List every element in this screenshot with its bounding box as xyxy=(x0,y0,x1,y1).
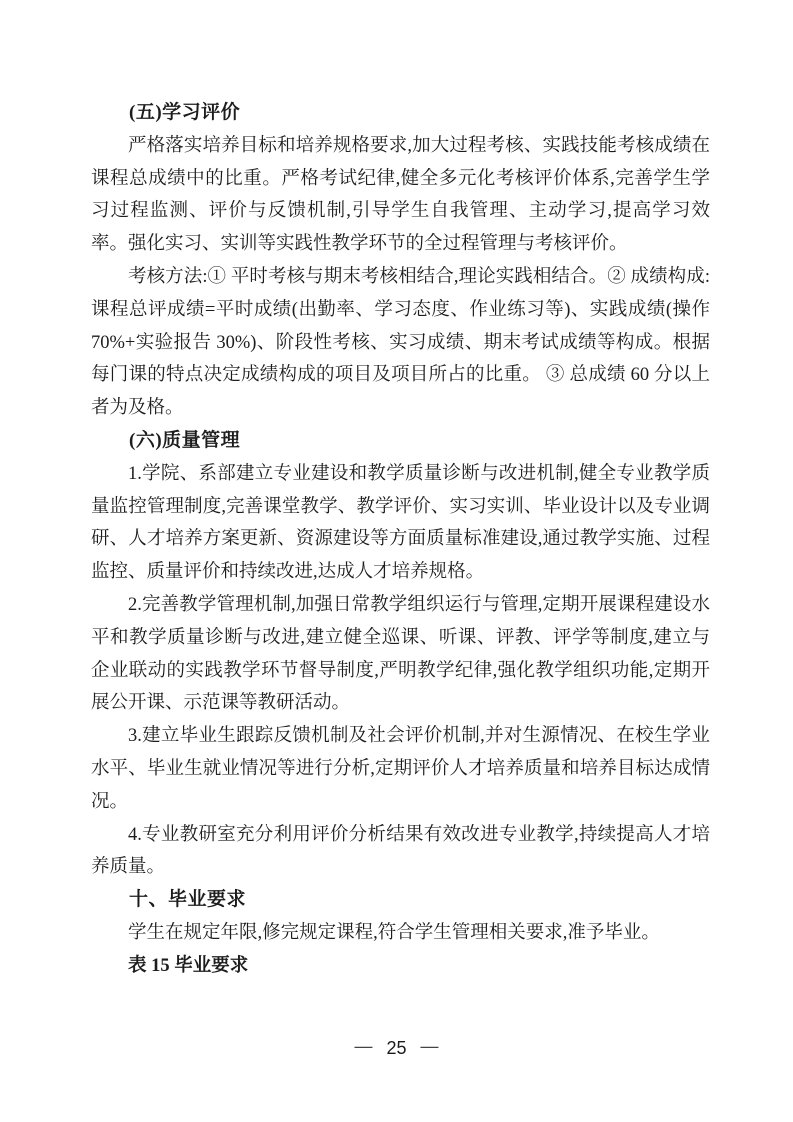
section-6-paragraph-2: 2.完善教学管理机制,加强日常教学组织运行与管理,定期开展课程建设水平和教学质量诊断与改进,建立健全巡课、听课、评教、评学等制度,建立与企业联动的实践教学环节督导制度,严明教学纪律,强化教学组织功能,定期开展公开课、示范课等教研活动。 xyxy=(91,594,710,714)
footer-dash-right: — xyxy=(420,1036,439,1056)
section-10-heading: 十、毕业要求 xyxy=(129,889,247,911)
footer-dash-left: — xyxy=(354,1036,373,1056)
section-6-paragraph-4: 4.专业教研室充分利用评价分析结果有效改进专业教学,持续提高人才培养质量。 xyxy=(91,824,710,878)
table-15-caption: 表 15 毕业要求 xyxy=(128,955,249,976)
section-5-paragraph-1: 严格落实培养目标和培养规格要求,加大过程考核、实践技能考核成绩在课程总成绩中的比重。严格考试纪律,健全多元化考核评价体系,完善学生学习过程监测、评价与反馈机制,引导学生自我管理、主动学习,提高学习效率。强化实习、实训等实践性教学环节的全过程管理与考核评价。 xyxy=(91,135,710,255)
page-content xyxy=(91,97,710,983)
section-5-heading: (五)学习评价 xyxy=(129,102,241,123)
footer-page-number: 25 xyxy=(386,1038,407,1058)
section-6-paragraph-3: 3.建立毕业生跟踪反馈机制及社会评价机制,并对生源情况、在校生学业水平、毕业生就业情况等进行分析,定期评价人才培养质量和培养目标达成情况。 xyxy=(91,726,710,812)
section-5-paragraph-2: 考核方法:① 平时考核与期末考核相结合,理论实践相结合。② 成绩构成:课程总评成绩=平时成绩(出勤率、学习态度、作业练习等)、实践成绩(操作 70%+实验报告 30%)、阶段性考核、实习成绩、期末考试成绩等构成。根据每门课的特点决定成绩构成的项目及项目所占的比重。 ③ 总成绩 60 分以上者为及格。 xyxy=(91,266,710,419)
section-6-paragraph-1: 1.学院、系部建立专业建设和教学质量诊断与改进机制,健全专业教学质量监控管理制度,完善课堂教学、教学评价、实习实训、毕业设计以及专业调研、人才培养方案更新、资源建设等方面质量标准建设,通过教学实施、过程监控、质量评价和持续改进,达成人才培养规格。 xyxy=(91,463,710,583)
section-10-paragraph-1: 学生在规定年限,修完规定课程,符合学生管理相关要求,准予毕业。 xyxy=(128,922,660,943)
page-footer xyxy=(0,1034,793,1062)
section-6-heading: (六)质量管理 xyxy=(129,429,241,451)
